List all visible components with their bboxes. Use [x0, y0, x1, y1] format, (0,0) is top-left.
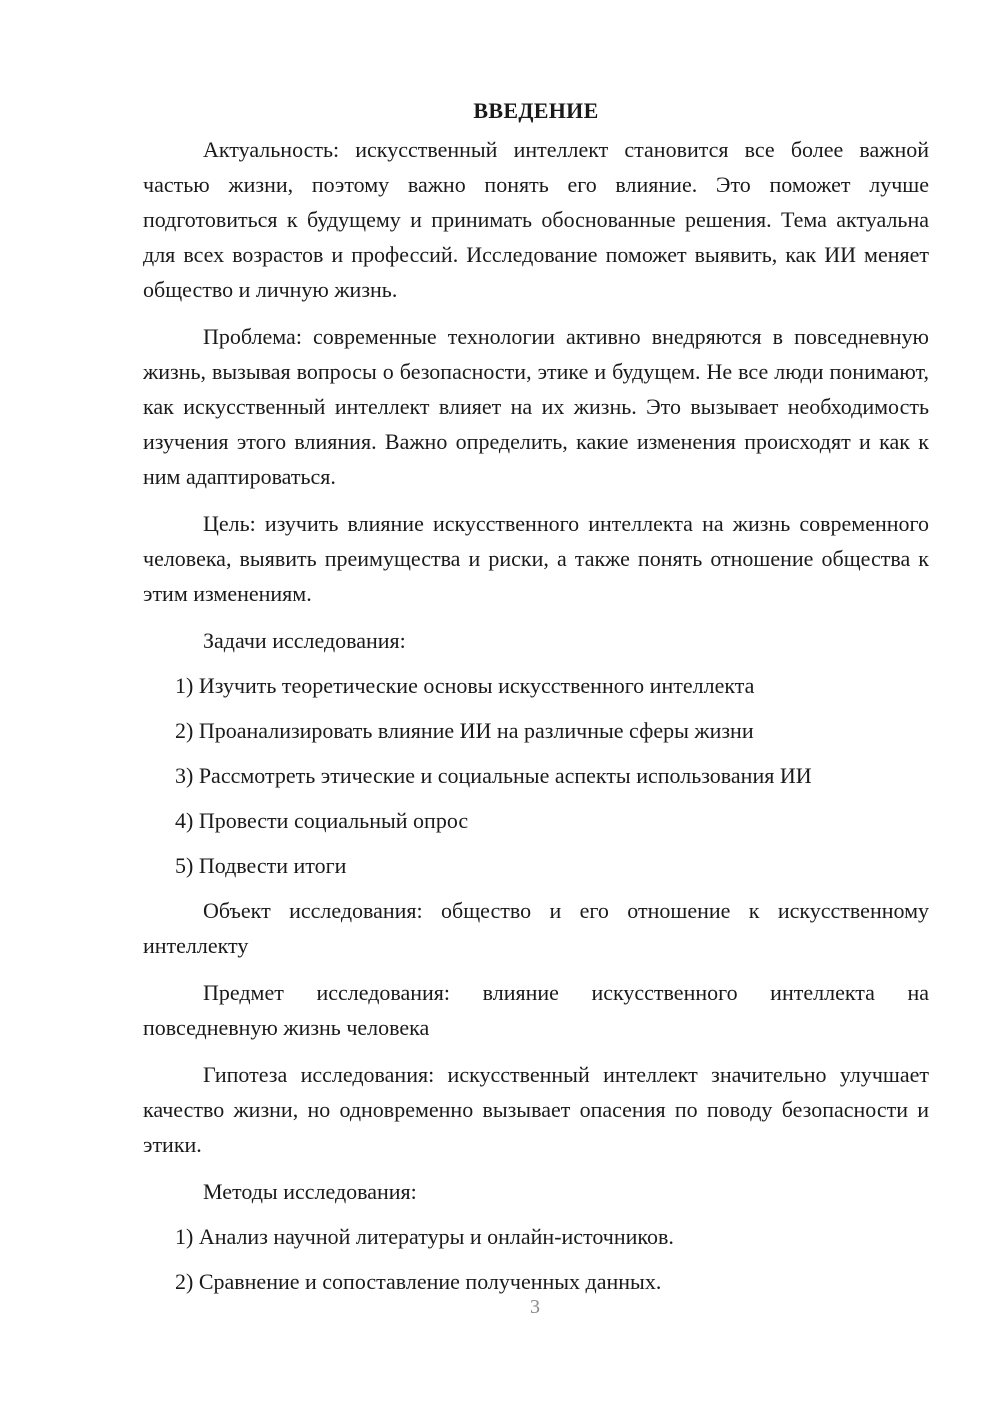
subject-paragraph: Предмет исследования: влияние искусственного интеллекта на повседневную жизнь человека: [143, 980, 929, 1040]
document-page: [143, 96, 929, 1309]
relevance-paragraph: Актуальность: искусственный интеллект становится все более важной частью жизни, поэтому важно понять его влияние. Это поможет лучше подготовиться к будущему и принимать обоснованные решения. Тема актуальна для всех возрастов и профессий. Исследование поможет выявить, как ИИ меняет общество и личную жизнь.: [143, 137, 929, 302]
list-item: 2) Проанализировать влияние ИИ на различные сферы жизни: [175, 718, 754, 743]
list-item: 4) Провести социальный опрос: [175, 808, 469, 833]
list-item: 1) Изучить теоретические основы искусственного интеллекта: [175, 673, 755, 698]
list-item: 2) Сравнение и сопоставление полученных данных.: [175, 1269, 662, 1294]
hypothesis-paragraph: Гипотеза исследования: искусственный интеллект значительно улучшает качество жизни, но одновременно вызывает опасения по поводу безопасности и этики.: [143, 1062, 929, 1157]
problem-paragraph: Проблема: современные технологии активно внедряются в повседневную жизнь, вызывая вопросы о безопасности, этике и будущем. Не все люди понимают, как искусственный интеллект влияет на их жизнь. Это вызывает необходимость изучения этого влияния. Важно определить, какие изменения происходят и как к ним адаптироваться.: [143, 324, 929, 489]
tasks-list: [143, 668, 929, 883]
methods-intro: Методы исследования:: [203, 1179, 417, 1204]
methods-list: [143, 1219, 929, 1299]
tasks-intro: Задачи исследования:: [203, 628, 406, 653]
list-item: 1) Анализ научной литературы и онлайн-источников.: [175, 1224, 674, 1249]
object-paragraph: Объект исследования: общество и его отношение к искусственному интеллекту: [143, 898, 929, 958]
section-heading: ВВЕДЕНИЕ: [473, 98, 599, 123]
list-item: 5) Подвести итоги: [175, 853, 347, 878]
page-number: 3: [530, 1296, 540, 1318]
list-item: 3) Рассмотреть этические и социальные аспекты использования ИИ: [175, 763, 812, 788]
goal-paragraph: Цель: изучить влияние искусственного интеллекта на жизнь современного человека, выявить преимущества и риски, а также понять отношение общества к этим изменениям.: [143, 511, 929, 606]
